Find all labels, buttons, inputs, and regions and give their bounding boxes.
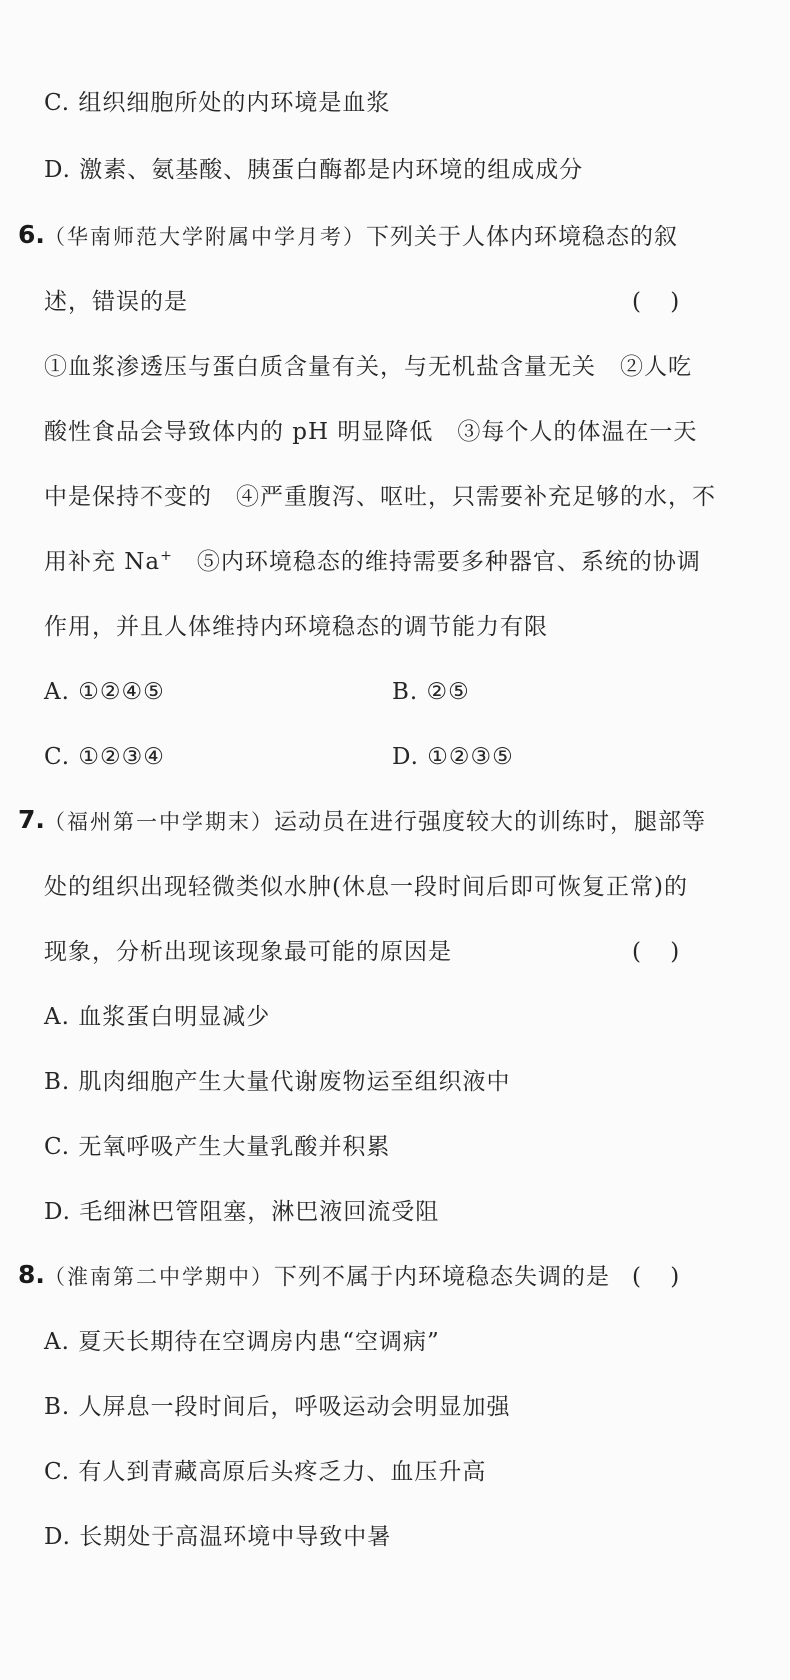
option-c: C. 无氧呼吸产生大量乳酸并积累	[44, 1134, 391, 1160]
stem-text: 下列不属于内环境稳态失调的是	[274, 1264, 610, 1290]
statement-text: 用补充 Na	[44, 549, 161, 575]
answer-blank: ( )	[632, 939, 680, 965]
question-stem-cont: 处的组织出现轻微类似水肿(休息一段时间后即可恢复正常)的	[44, 874, 688, 900]
stem-text: 下列关于人体内环境稳态的叙	[366, 224, 678, 250]
statement-line: 作用，并且人体维持内环境稳态的调节能力有限	[44, 614, 548, 640]
statement-line	[44, 547, 701, 577]
statement-line: 酸性食品会导致体内的 pH 明显降低 ③每个人的体温在一天	[44, 419, 698, 445]
question-number: 8.	[18, 1260, 45, 1289]
option-d: D. 毛细淋巴管阻塞，淋巴液回流受阻	[44, 1199, 440, 1225]
option-b: B. ②⑤	[392, 679, 470, 705]
option-d: D. 长期处于高温环境中导致中暑	[44, 1524, 392, 1550]
option-b: B. 肌肉细胞产生大量代谢废物运至组织液中	[44, 1069, 511, 1095]
question-number: 7.	[18, 805, 45, 834]
stem-text: 运动员在进行强度较大的训练时，腿部等	[274, 809, 706, 835]
option-d: D. 激素、氨基酸、胰蛋白酶都是内环境的组成成分	[44, 157, 584, 183]
option-b: B. 人屏息一段时间后，呼吸运动会明显加强	[44, 1394, 511, 1420]
option-c: C. ①②③④	[44, 744, 165, 770]
question-number: 6.	[18, 220, 45, 249]
question-stem-cont: 现象，分析出现该现象最可能的原因是	[44, 939, 452, 965]
option-c: C. 有人到青藏高原后头疼乏力、血压升高	[44, 1459, 487, 1485]
question-source: （淮南第二中学期中）	[44, 1265, 274, 1289]
ion-charge: +	[160, 548, 173, 564]
option-a: A. 血浆蛋白明显减少	[44, 1004, 271, 1030]
question-source: （华南师范大学附属中学月考）	[44, 225, 366, 249]
question-source: （福州第一中学期末）	[44, 810, 274, 834]
option-a: A. 夏天长期待在空调房内患“空调病”	[44, 1329, 440, 1355]
option-d: D. ①②③⑤	[392, 744, 514, 770]
statement-line: ①血浆渗透压与蛋白质含量有关，与无机盐含量无关 ②人吃	[44, 354, 692, 380]
statement-line: 中是保持不变的 ④严重腹泻、呕吐，只需要补充足够的水，不	[44, 484, 716, 510]
question-stem	[44, 222, 678, 252]
question-stem-cont: 述，错误的是	[44, 289, 188, 315]
statement-text: ⑤内环境稳态的维持需要多种器官、系统的协调	[172, 549, 701, 575]
option-a: A. ①②④⑤	[44, 679, 165, 705]
option-c: C. 组织细胞所处的内环境是血浆	[44, 90, 391, 116]
question-stem	[44, 1262, 610, 1292]
question-stem	[44, 807, 706, 837]
answer-blank: ( )	[632, 289, 680, 315]
answer-blank: ( )	[632, 1264, 680, 1290]
